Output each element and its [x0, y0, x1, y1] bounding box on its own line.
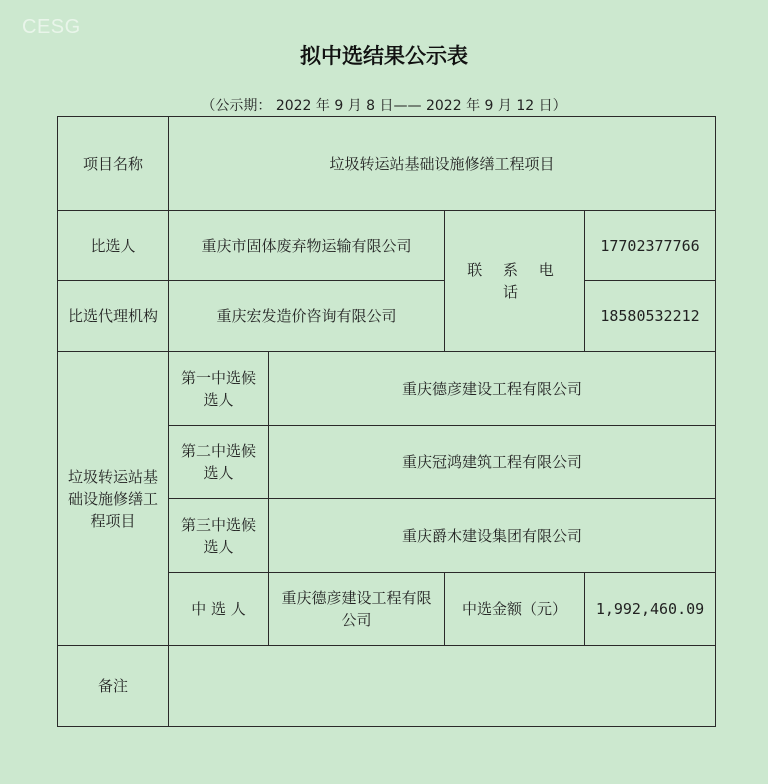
agency-value: 重庆宏发造价咨询有限公司	[169, 281, 445, 352]
table-row	[58, 117, 716, 211]
candidate-label: 第一中选候选人	[169, 352, 269, 426]
notice-table	[57, 116, 716, 727]
agency-phone: 18580532212	[585, 281, 716, 352]
candidate-label: 第三中选候选人	[169, 499, 269, 573]
watermark: CESG	[22, 16, 81, 38]
buyer-value: 重庆市固体废弃物运输有限公司	[169, 211, 445, 281]
winner-value: 重庆德彦建设工程有限公司	[269, 573, 445, 646]
notice-period: （公示期： 2022 年 9 月 8 日—— 2022 年 9 月 12 日）	[201, 98, 567, 114]
table-row	[58, 281, 716, 352]
candidate-label: 第二中选候选人	[169, 426, 269, 499]
agency-label: 比选代理机构	[58, 281, 169, 352]
buyer-label: 比选人	[58, 211, 169, 281]
project-name-value: 垃圾转运站基础设施修缮工程项目	[169, 117, 716, 211]
page-title: 拟中选结果公示表	[300, 44, 468, 68]
remark-value	[169, 646, 716, 727]
contact-phone-label: 联 系 电 话	[445, 211, 585, 352]
candidate-value: 重庆冠鸿建筑工程有限公司	[269, 426, 716, 499]
candidate-value: 重庆爵木建设集团有限公司	[269, 499, 716, 573]
table-row	[58, 646, 716, 727]
buyer-phone: 17702377766	[585, 211, 716, 281]
amount-label: 中选金额（元）	[445, 573, 585, 646]
table-row	[58, 352, 716, 426]
amount-value: 1,992,460.09	[585, 573, 716, 646]
winner-label: 中 选 人	[169, 573, 269, 646]
table-row	[58, 211, 716, 281]
project-name-label: 项目名称	[58, 117, 169, 211]
section-label: 垃圾转运站基础设施修缮工程项目	[58, 352, 169, 646]
candidate-value: 重庆德彦建设工程有限公司	[269, 352, 716, 426]
remark-label: 备注	[58, 646, 169, 727]
